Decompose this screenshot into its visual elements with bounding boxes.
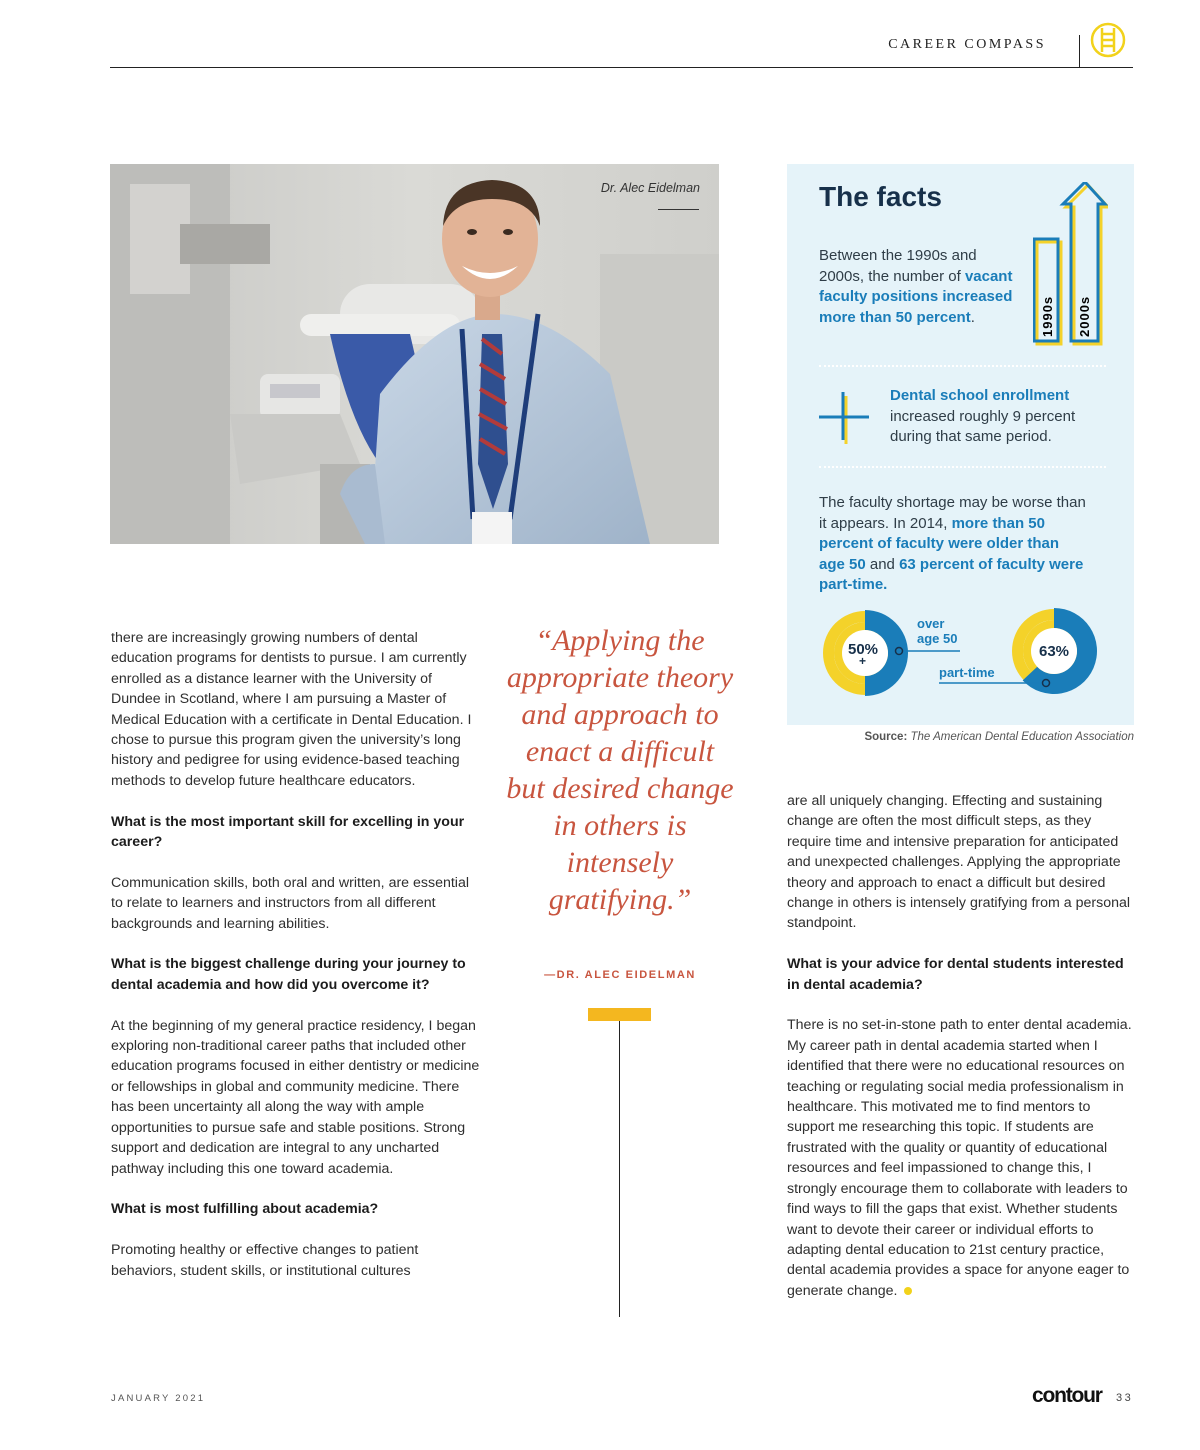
fact-text: . <box>970 308 975 326</box>
annotation-over-50 <box>917 616 957 646</box>
facts-title: The facts <box>819 181 942 212</box>
answer-text: there are increasingly growing numbers of dental education programs for dentists to pursue. I am currently enrolled as a distance learner with the University of Dundee in Scotland, where I am pursuing a Master of Medical Education with a certificate in Dental Education. I chose to pursue this program given the university’s long history and pedigree for using evidence-based teaching methods to develop future healthcare educators. <box>111 630 472 789</box>
left-text-column <box>111 628 481 1301</box>
dotted-divider <box>819 365 1106 367</box>
fact-text: Between the 1990s and 2000s, the number of <box>819 247 977 285</box>
fact-text: and <box>865 555 900 573</box>
fact-text: The faculty shortage may be worse than it appears. In 2014, <box>819 494 1086 532</box>
answer-text: At the beginning of my general practice residency, I began exploring non-traditional career paths that included other education programs focused in either dentistry or medicine or fellowships in global and community medicine. There has been uncertainty all along the way with ample opportunities to pursue safe and stable positions. Strong support and dedication are integral to any uncharted pathway including this one toward academia. <box>111 1017 480 1177</box>
answer-text: Promoting healthy or effective changes to patient behaviors, student skills, or institutional cultures <box>111 1242 419 1279</box>
question-heading: What is the biggest challenge during your journey to dental academia and how did you overcome it? <box>111 956 466 993</box>
header-divider <box>1079 35 1080 67</box>
source-text: The American Dental Education Association <box>910 731 1134 743</box>
question-heading: What is most fulfilling about academia? <box>111 1201 379 1218</box>
magazine-logo: contour <box>1032 1384 1102 1407</box>
growth-arrows-graphic <box>1033 182 1108 348</box>
answer-body: There is no set-in-stone path to enter dental academia. My career path in dental academia started when I identified that there were no educational resources on teaching or regulating social media professionalism in healthcare. This motivated me to find mentors to support me researching this topic. If students are frustrated with the quality or quantity of educational resources and feel impassioned to change this, I strongly encourage them to collaborate with leaders to find ways to fill the gaps that exist. Whether students want to devote their career or individual efforts to adapting dental education to 21st century practice, dental academia provides a space for anyone eager to generate change. <box>787 1017 1132 1299</box>
annotation-age: age 50 <box>917 631 958 646</box>
answer-text <box>787 1015 1135 1301</box>
right-text-column <box>787 791 1135 1322</box>
bar-label-1990s: 1990s <box>1040 295 1055 337</box>
fact-highlight: 63 percent of faculty were part-time. <box>819 555 1084 593</box>
pull-quote-attribution: —DR. ALEC EIDELMAN <box>544 969 696 981</box>
annotation-over: over <box>917 616 945 631</box>
fact-shortage <box>819 493 1089 596</box>
issue-date: JANUARY 2021 <box>111 1393 206 1404</box>
fact-vacancies <box>819 246 1019 328</box>
section-title: CAREER COMPASS <box>888 37 1046 52</box>
portrait-photo <box>110 164 719 544</box>
fact-highlight: vacant faculty positions increased more than 50 percent <box>819 267 1013 326</box>
donut-right-label: 63% <box>1039 643 1070 660</box>
fact-highlight: Dental school enrollment <box>890 387 1070 404</box>
answer-text: Communication skills, both oral and written, are essential to relate to learners and instructors from all different backgrounds and learning abilities. <box>111 874 470 932</box>
fact-highlight: more than 50 percent of faculty were older than age 50 <box>819 514 1060 573</box>
fact-enrollment <box>890 386 1105 448</box>
fact-text: increased roughly 9 percent during that same period. <box>890 407 1076 445</box>
donut-left-label: 50% <box>848 641 879 658</box>
question-heading: What is the most important skill for excelling in your career? <box>111 813 465 851</box>
pull-quote: “Applying the appropriate theory and approach to enact a difficult but desired change in others is intensely gratifying.” <box>506 624 734 916</box>
quote-divider-line <box>619 1021 620 1317</box>
end-mark-dot <box>904 1287 912 1295</box>
annotation-part-time: part-time <box>939 665 995 680</box>
page-number: 33 <box>1116 1392 1134 1404</box>
source-line <box>864 731 1134 743</box>
header-rule <box>110 67 1133 68</box>
donut-left-plus: + <box>859 654 867 668</box>
bar-label-2000s: 2000s <box>1077 295 1092 337</box>
caption-rule <box>658 209 699 210</box>
ladder-circle-icon <box>1090 22 1126 58</box>
question-heading: What is your advice for dental students interested in dental academia? <box>787 956 1124 993</box>
plus-icon <box>819 392 869 444</box>
photo-caption: Dr. Alec Eidelman <box>600 181 700 195</box>
source-label: Source: <box>864 731 908 743</box>
dotted-divider <box>819 466 1106 468</box>
answer-text: are all uniquely changing. Effecting and sustaining change are often the most difficult steps, as they require time and intensive preparation for anticipated and unexpected challenges. Applying the appropriate theory and approach to enact a difficult but desired change in others is intensely gratifying from a personal standpoint. <box>787 793 1131 932</box>
quote-accent-bar <box>588 1008 651 1021</box>
